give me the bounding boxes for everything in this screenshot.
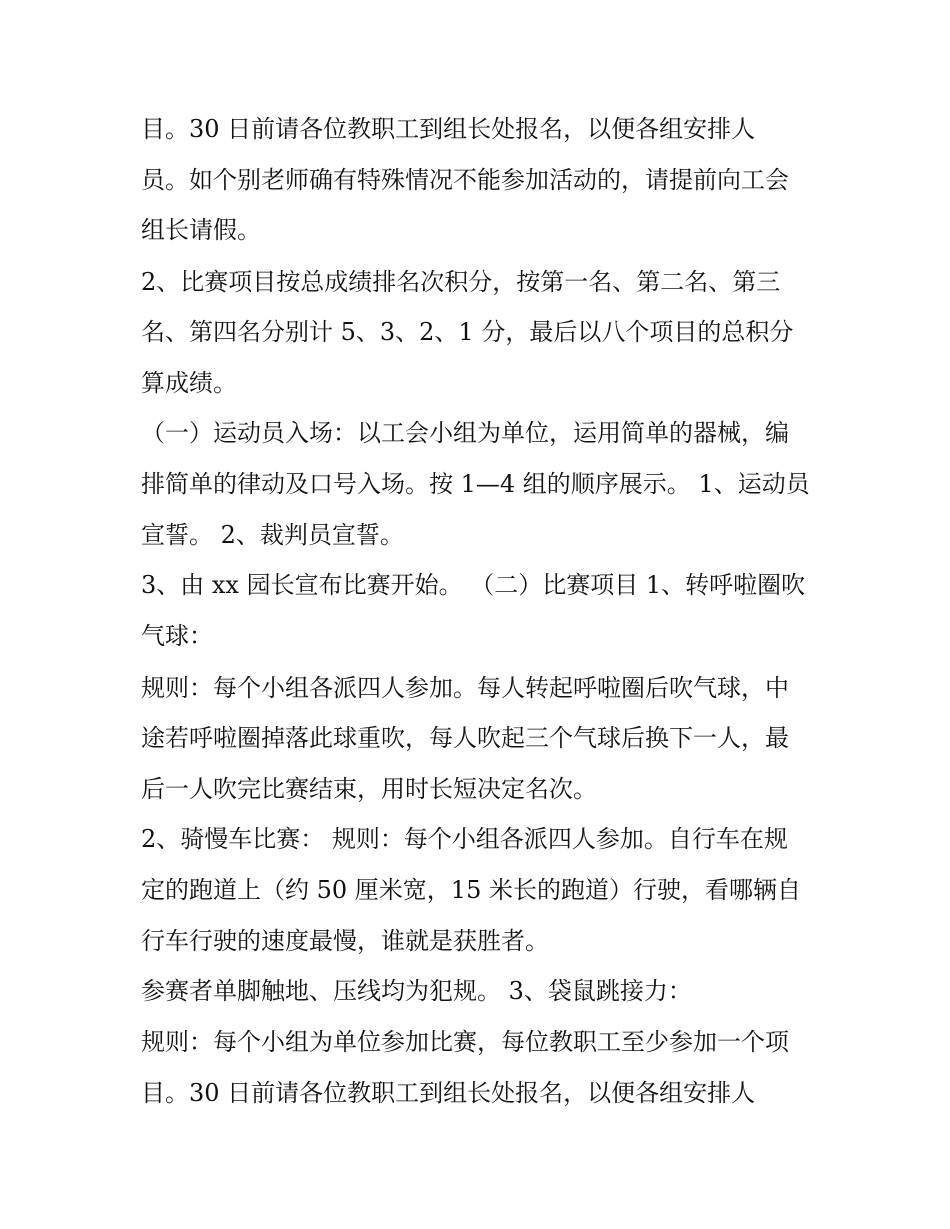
text-line: 名、第四名分别计 5、3、2、1 分，最后以八个项目的总积分 [141, 318, 794, 346]
text-line: 后一人吹完比赛结束，用时长短决定名次。 [141, 775, 597, 803]
text-line: 规则：每个小组各派四人参加。每人转起呼啦圈后吹气球，中 [141, 674, 789, 702]
text-line: 2、比赛项目按总成绩排名次积分，按第一名、第二名、第三 [141, 268, 781, 296]
text-line: 途若呼啦圈掉落此球重吹，每人吹起三个气球后换下一人，最 [141, 724, 789, 752]
text-line: （一）运动员入场：以工会小组为单位，运用简单的器械，编 [141, 419, 789, 447]
text-line: 行车行驶的速度最慢，谁就是获胜者。 [141, 927, 549, 955]
text-line: 定的跑道上（约 50 厘米宽，15 米长的跑道）行驶，看哪辆自 [141, 876, 801, 904]
text-line: 排简单的律动及口号入场。按 1—4 组的顺序展示。 1、运动员 [141, 470, 810, 498]
text-line: 目。30 日前请各位教职工到组长处报名，以便各组安排人 [141, 1079, 756, 1107]
text-line: 规则：每个小组为单位参加比赛，每位教职工至少参加一个项 [141, 1028, 789, 1056]
text-line: 参赛者单脚触地、压线均为犯规。 3、袋鼠跳接力： [141, 977, 692, 1005]
text-line: 组长请假。 [141, 216, 261, 244]
text-line: 2、骑慢车比赛： 规则：每个小组各派四人参加。自行车在规 [141, 825, 788, 853]
text-line: 算成绩。 [141, 369, 237, 397]
text-line: 员。如个别老师确有特殊情况不能参加活动的，请提前向工会 [141, 166, 789, 194]
text-line: 宣誓。 2、裁判员宣誓。 [141, 521, 404, 549]
text-line: 目。30 日前请各位教职工到组长处报名，以便各组安排人 [141, 115, 756, 143]
text-line: 气球： [141, 622, 213, 650]
text-line: 3、由 xx 园长宣布比赛开始。 （二）比赛项目 1、转呼啦圈吹 [141, 571, 806, 599]
